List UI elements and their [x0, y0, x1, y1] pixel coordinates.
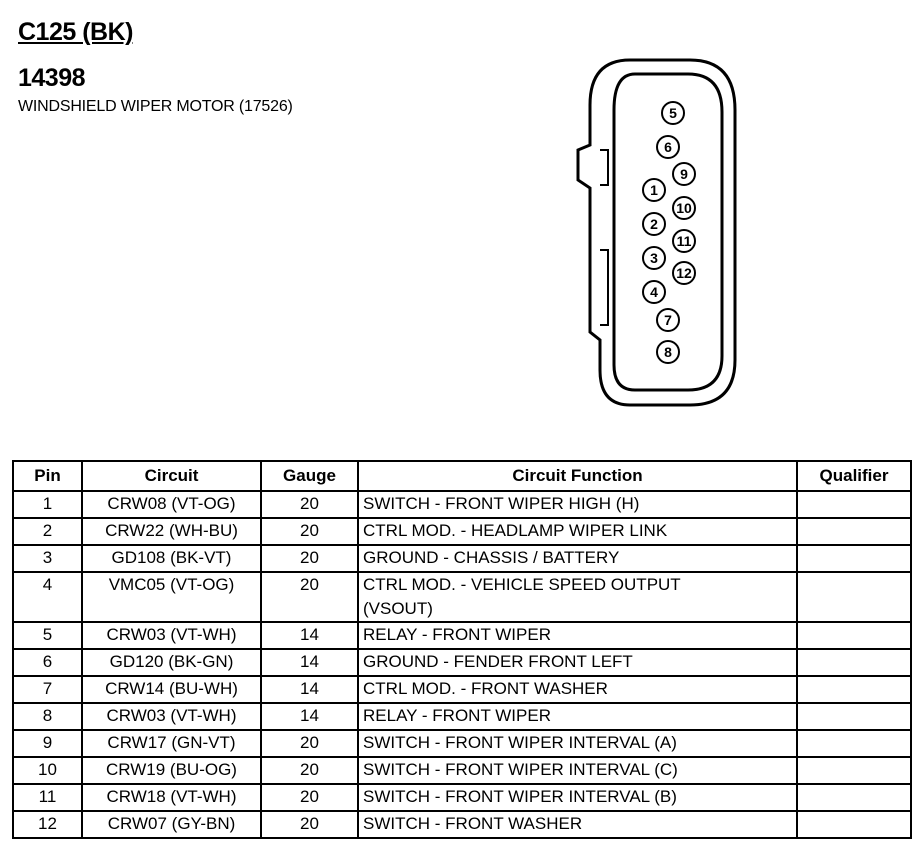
pin-2-label: 2 [650, 216, 658, 232]
pin-3-label: 3 [650, 250, 658, 266]
table-row [13, 491, 911, 518]
table-row [13, 572, 911, 622]
qualifier-cell [797, 811, 911, 838]
function-cell: CTRL MOD. - FRONT WASHER [358, 676, 797, 703]
pin-cell: 10 [13, 757, 82, 784]
gauge-cell: 14 [261, 703, 358, 730]
circuit-cell: CRW03 (VT-WH) [82, 622, 261, 649]
pin-cell: 5 [13, 622, 82, 649]
qualifier-cell [797, 622, 911, 649]
function-cell: GROUND - FENDER FRONT LEFT [358, 649, 797, 676]
pin-cell: 2 [13, 518, 82, 545]
gauge-cell: 20 [261, 757, 358, 784]
table-row [13, 730, 911, 757]
table-row [13, 518, 911, 545]
part-number: 14398 [18, 64, 86, 92]
qualifier-cell [797, 730, 911, 757]
pin-7-label: 7 [664, 312, 672, 328]
gauge-cell: 14 [261, 676, 358, 703]
header-gauge: Gauge [261, 461, 358, 491]
table-row [13, 811, 911, 838]
qualifier-cell [797, 784, 911, 811]
pin-cell: 3 [13, 545, 82, 572]
table-row [13, 622, 911, 649]
pin-10-label: 10 [676, 200, 692, 216]
gauge-cell: 20 [261, 572, 358, 622]
pin-table [12, 460, 912, 839]
pin-6-label: 6 [664, 139, 672, 155]
circuit-cell: GD120 (BK-GN) [82, 649, 261, 676]
circuit-cell: VMC05 (VT-OG) [82, 572, 261, 622]
table-header-row [13, 461, 911, 491]
pin-cell: 7 [13, 676, 82, 703]
pin-cell: 4 [13, 572, 82, 622]
circuit-cell: CRW14 (BU-WH) [82, 676, 261, 703]
circuit-cell: CRW18 (VT-WH) [82, 784, 261, 811]
qualifier-cell [797, 572, 911, 622]
function-cell: RELAY - FRONT WIPER [358, 703, 797, 730]
gauge-cell: 14 [261, 622, 358, 649]
pin-cell: 12 [13, 811, 82, 838]
gauge-cell: 20 [261, 811, 358, 838]
table-row [13, 703, 911, 730]
function-cell: GROUND - CHASSIS / BATTERY [358, 545, 797, 572]
function-cell: SWITCH - FRONT WASHER [358, 811, 797, 838]
function-cell: SWITCH - FRONT WIPER INTERVAL (B) [358, 784, 797, 811]
pin-cell: 9 [13, 730, 82, 757]
circuit-cell: CRW08 (VT-OG) [82, 491, 261, 518]
function-cell: SWITCH - FRONT WIPER INTERVAL (A) [358, 730, 797, 757]
pin-12-label: 12 [676, 265, 692, 281]
qualifier-cell [797, 703, 911, 730]
header-qualifier: Qualifier [797, 461, 911, 491]
pin-11-label: 11 [676, 233, 692, 249]
circuit-cell: CRW07 (GY-BN) [82, 811, 261, 838]
qualifier-cell [797, 545, 911, 572]
table-row [13, 757, 911, 784]
component-description: WINDSHIELD WIPER MOTOR (17526) [18, 98, 293, 115]
gauge-cell: 20 [261, 545, 358, 572]
function-cell: CTRL MOD. - VEHICLE SPEED OUTPUT (VSOUT) [358, 572, 797, 622]
pin-cell: 8 [13, 703, 82, 730]
connector-face-diagram [560, 50, 760, 420]
pin-cell: 6 [13, 649, 82, 676]
qualifier-cell [797, 518, 911, 545]
pin-9-label: 9 [680, 166, 688, 182]
gauge-cell: 20 [261, 491, 358, 518]
circuit-cell: CRW19 (BU-OG) [82, 757, 261, 784]
table-row [13, 676, 911, 703]
table-row [13, 784, 911, 811]
circuit-cell: GD108 (BK-VT) [82, 545, 261, 572]
function-cell: SWITCH - FRONT WIPER HIGH (H) [358, 491, 797, 518]
pin-4-label: 4 [650, 284, 658, 300]
function-cell: RELAY - FRONT WIPER [358, 622, 797, 649]
header-circuit: Circuit [82, 461, 261, 491]
pin-cell: 11 [13, 784, 82, 811]
qualifier-cell [797, 676, 911, 703]
gauge-cell: 20 [261, 730, 358, 757]
circuit-cell: CRW22 (WH-BU) [82, 518, 261, 545]
pin-cell: 1 [13, 491, 82, 518]
gauge-cell: 20 [261, 784, 358, 811]
table-row [13, 649, 911, 676]
table-row [13, 545, 911, 572]
gauge-cell: 20 [261, 518, 358, 545]
pin-8-label: 8 [664, 344, 672, 360]
circuit-cell: CRW03 (VT-WH) [82, 703, 261, 730]
function-cell: SWITCH - FRONT WIPER INTERVAL (C) [358, 757, 797, 784]
qualifier-cell [797, 491, 911, 518]
qualifier-cell [797, 649, 911, 676]
qualifier-cell [797, 757, 911, 784]
pin-5-label: 5 [669, 105, 677, 121]
gauge-cell: 14 [261, 649, 358, 676]
circuit-cell: CRW17 (GN-VT) [82, 730, 261, 757]
connector-id-title: C125 (BK) [18, 18, 133, 46]
pin-1-label: 1 [650, 182, 658, 198]
function-cell: CTRL MOD. - HEADLAMP WIPER LINK [358, 518, 797, 545]
header-circuit-function: Circuit Function [358, 461, 797, 491]
header-pin: Pin [13, 461, 82, 491]
